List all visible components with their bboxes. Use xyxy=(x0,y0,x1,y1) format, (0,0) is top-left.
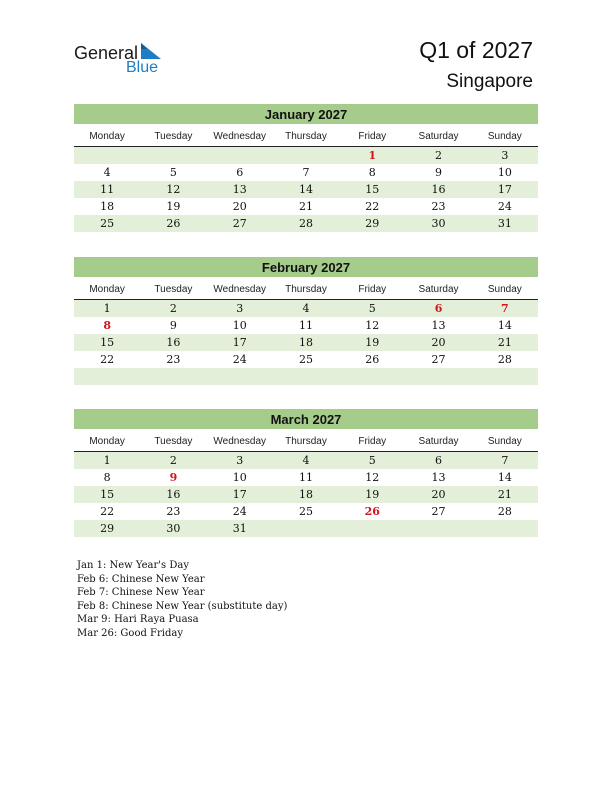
holiday-note: Mar 26: Good Friday xyxy=(77,627,183,639)
day-cell: 16 xyxy=(166,488,181,501)
day-cell: 27 xyxy=(232,217,247,230)
logo-flag-icon xyxy=(141,43,163,59)
holiday-note: Mar 9: Hari Raya Puasa xyxy=(77,614,199,625)
holiday-note: Feb 8: Chinese New Year (substitute day) xyxy=(77,600,288,612)
weekday-header-row xyxy=(74,281,538,300)
day-cell: 17 xyxy=(232,336,247,349)
weekday-label: Sunday xyxy=(487,284,522,295)
holiday-day-cell: 8 xyxy=(103,319,111,332)
holiday-note: Feb 7: Chinese New Year xyxy=(77,587,205,598)
day-cell: 9 xyxy=(169,319,177,332)
week-row xyxy=(74,486,538,503)
day-cell: 16 xyxy=(166,336,181,349)
day-cell: 1 xyxy=(103,454,111,467)
month-title: January 2027 xyxy=(74,104,538,124)
day-cell: 10 xyxy=(232,471,247,484)
holiday-note: Jan 1: New Year's Day xyxy=(77,560,189,571)
day-cell: 8 xyxy=(368,166,376,179)
holiday-day-cell: 1 xyxy=(368,149,377,162)
day-cell: 2 xyxy=(169,302,177,315)
week-row xyxy=(74,334,538,351)
day-cell xyxy=(339,368,405,385)
day-cell: 6 xyxy=(435,454,443,467)
holiday-day-cell: 7 xyxy=(501,302,509,315)
day-cell: 25 xyxy=(298,505,313,518)
day-cell: 31 xyxy=(232,522,247,535)
day-cell: 15 xyxy=(365,183,380,196)
day-cell: 19 xyxy=(166,200,181,213)
day-cell: 14 xyxy=(298,183,313,196)
holiday-note: Feb 6: Chinese New Year xyxy=(77,573,205,585)
week-row xyxy=(74,317,538,334)
day-cell: 17 xyxy=(497,183,512,196)
week-row xyxy=(74,147,538,164)
day-cell: 19 xyxy=(365,336,380,349)
day-cell: 24 xyxy=(497,200,512,213)
weekday-header-row xyxy=(74,128,538,147)
weekday-label: Tuesday xyxy=(154,436,193,447)
weekday-label: Monday xyxy=(89,436,125,447)
day-cell: 3 xyxy=(236,302,244,315)
day-cell: 9 xyxy=(435,166,443,179)
weekday-label: Wednesday xyxy=(213,284,267,295)
weekday-label: Thursday xyxy=(285,436,327,447)
day-cell: 16 xyxy=(431,183,446,196)
day-cell: 19 xyxy=(365,488,380,501)
day-cell: 1 xyxy=(103,302,111,315)
day-cell: 20 xyxy=(431,488,446,501)
weekday-label: Thursday xyxy=(285,131,327,142)
weekday-label: Saturday xyxy=(418,284,459,295)
day-cell: 2 xyxy=(169,454,177,467)
day-cell xyxy=(339,520,405,537)
holiday-notes xyxy=(77,559,287,640)
day-cell: 20 xyxy=(431,336,446,349)
day-cell: 3 xyxy=(236,454,244,467)
weekday-label: Monday xyxy=(89,131,125,142)
day-cell: 14 xyxy=(497,319,512,332)
logo-text-blue: Blue xyxy=(126,59,159,76)
week-row xyxy=(74,198,538,215)
day-cell xyxy=(405,368,471,385)
day-cell: 11 xyxy=(100,183,115,196)
day-cell: 24 xyxy=(232,505,247,518)
day-cell: 14 xyxy=(497,471,512,484)
day-cell: 12 xyxy=(365,471,380,484)
day-cell: 15 xyxy=(100,336,115,349)
day-cell: 17 xyxy=(232,488,247,501)
day-cell: 3 xyxy=(501,149,509,162)
day-cell: 18 xyxy=(298,336,313,349)
weekday-label: Friday xyxy=(358,436,387,447)
weekday-label: Tuesday xyxy=(154,131,193,142)
weekday-label: Wednesday xyxy=(213,436,267,447)
day-cell: 28 xyxy=(497,505,512,518)
month-calendar-january xyxy=(74,104,538,232)
day-cell xyxy=(74,147,140,164)
month-title: March 2027 xyxy=(74,409,538,429)
day-cell: 5 xyxy=(368,454,376,467)
month-calendar-march xyxy=(74,409,538,537)
day-cell: 26 xyxy=(365,353,380,366)
day-cell: 30 xyxy=(431,217,446,230)
day-cell: 4 xyxy=(302,302,310,315)
day-cell: 22 xyxy=(100,353,115,366)
week-row xyxy=(74,181,538,198)
day-cell: 23 xyxy=(166,353,181,366)
weekday-label: Sunday xyxy=(487,131,522,142)
day-cell: 6 xyxy=(236,166,244,179)
day-cell: 21 xyxy=(298,200,313,213)
day-cell xyxy=(140,368,206,385)
week-row xyxy=(74,469,538,486)
day-cell: 30 xyxy=(166,522,181,535)
day-cell: 13 xyxy=(431,471,446,484)
day-cell: 27 xyxy=(431,505,446,518)
weekday-label: Thursday xyxy=(285,284,327,295)
weekday-label: Friday xyxy=(358,284,387,295)
day-cell: 20 xyxy=(232,200,247,213)
weekday-label: Tuesday xyxy=(154,284,193,295)
day-cell: 25 xyxy=(100,217,115,230)
day-cell: 4 xyxy=(302,454,310,467)
day-cell xyxy=(207,147,273,164)
day-cell xyxy=(273,368,339,385)
day-cell: 25 xyxy=(298,353,313,366)
day-cell: 7 xyxy=(302,166,310,179)
day-cell: 28 xyxy=(497,353,512,366)
day-cell: 5 xyxy=(368,302,376,315)
week-row xyxy=(74,503,538,520)
week-row xyxy=(74,368,538,385)
holiday-day-cell: 6 xyxy=(434,302,443,315)
day-cell: 4 xyxy=(103,166,111,179)
day-cell xyxy=(140,147,206,164)
weekday-label: Wednesday xyxy=(213,131,267,142)
day-cell: 11 xyxy=(298,319,313,332)
day-cell: 18 xyxy=(298,488,313,501)
weekday-label: Saturday xyxy=(418,436,459,447)
day-cell: 24 xyxy=(232,353,247,366)
day-cell: 13 xyxy=(431,319,446,332)
day-cell: 2 xyxy=(435,149,443,162)
generalblue-logo xyxy=(74,43,174,79)
week-row xyxy=(74,452,538,469)
month-calendar-february xyxy=(74,257,538,385)
page-subtitle: Singapore xyxy=(446,71,533,92)
weekday-header-row xyxy=(74,433,538,452)
page-title: Q1 of 2027 xyxy=(419,37,533,63)
day-cell xyxy=(472,368,538,385)
day-cell: 7 xyxy=(501,454,509,467)
day-cell xyxy=(207,368,273,385)
week-row xyxy=(74,215,538,232)
holiday-day-cell: 26 xyxy=(364,505,380,518)
day-cell: 18 xyxy=(100,200,115,213)
day-cell: 27 xyxy=(431,353,446,366)
day-cell xyxy=(74,368,140,385)
week-row xyxy=(74,520,538,537)
day-cell: 29 xyxy=(365,217,380,230)
week-row xyxy=(74,164,538,181)
day-cell: 8 xyxy=(103,471,111,484)
day-cell: 21 xyxy=(497,488,512,501)
day-cell: 22 xyxy=(100,505,115,518)
holiday-day-cell: 9 xyxy=(169,471,178,484)
day-cell: 15 xyxy=(100,488,115,501)
day-cell: 23 xyxy=(166,505,181,518)
day-cell: 31 xyxy=(497,217,512,230)
day-cell xyxy=(273,147,339,164)
week-row xyxy=(74,351,538,368)
weekday-label: Friday xyxy=(358,131,387,142)
day-cell: 12 xyxy=(166,183,181,196)
day-cell: 11 xyxy=(298,471,313,484)
weekday-label: Sunday xyxy=(487,436,522,447)
day-cell: 28 xyxy=(298,217,313,230)
day-cell xyxy=(273,520,339,537)
day-cell xyxy=(405,520,471,537)
day-cell: 23 xyxy=(431,200,446,213)
day-cell: 21 xyxy=(497,336,512,349)
weekday-label: Monday xyxy=(89,284,125,295)
weekday-label: Saturday xyxy=(418,131,459,142)
day-cell: 10 xyxy=(497,166,512,179)
day-cell: 12 xyxy=(365,319,380,332)
logo-text-general: General xyxy=(74,43,139,63)
day-cell: 26 xyxy=(166,217,181,230)
day-cell: 5 xyxy=(169,166,177,179)
day-cell: 29 xyxy=(100,522,115,535)
week-row xyxy=(74,300,538,317)
day-cell xyxy=(472,520,538,537)
month-title: February 2027 xyxy=(74,257,538,277)
day-cell: 10 xyxy=(232,319,247,332)
day-cell: 13 xyxy=(232,183,247,196)
day-cell: 22 xyxy=(365,200,380,213)
